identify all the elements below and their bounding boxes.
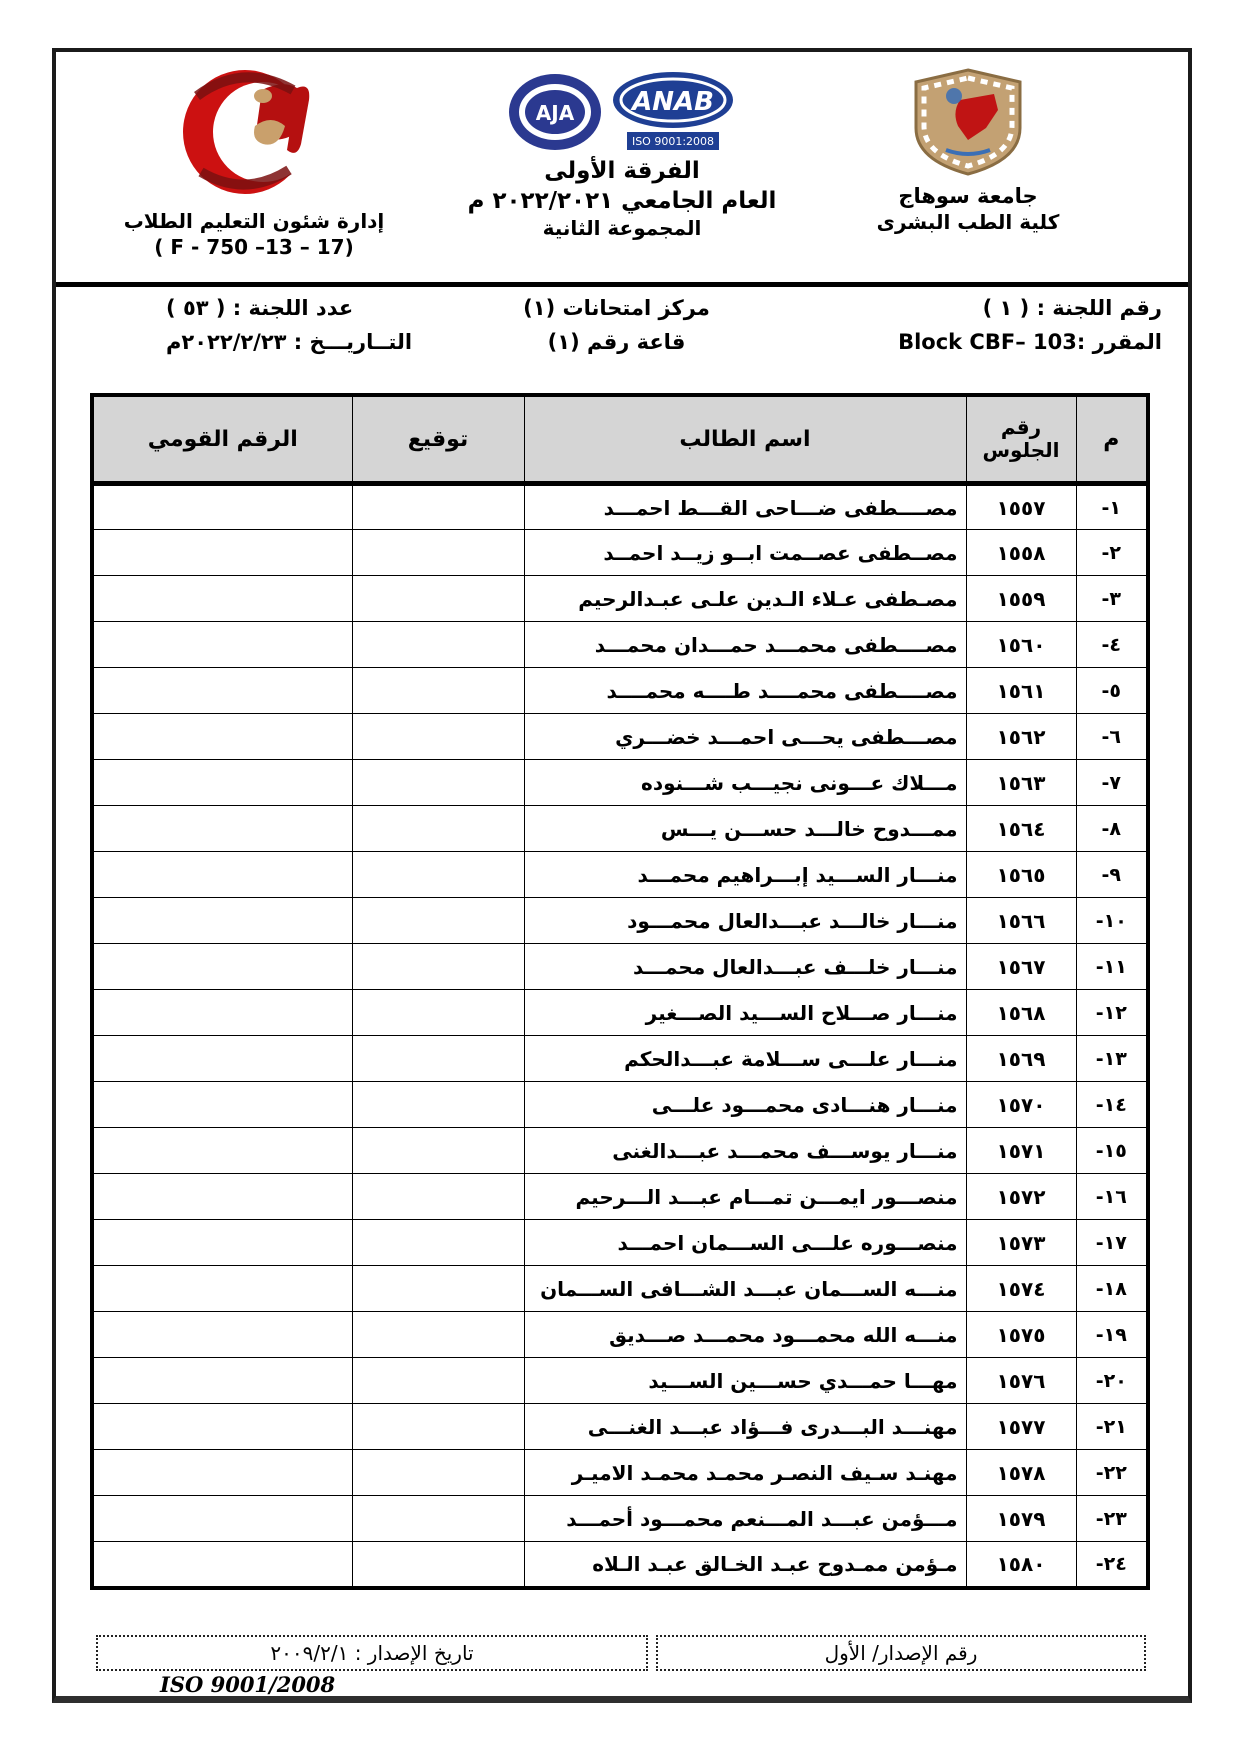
index-cell: ٣-	[1076, 576, 1148, 622]
table-row	[92, 1450, 1148, 1496]
student-name-cell: منـــار يوســـف محمـــد عبـــدالغنى	[524, 1128, 966, 1174]
student-name-cell: منصـــور ايمـــن تمـــام عبـــد الـــرحيم	[524, 1174, 966, 1220]
university-name: جامعة سوهاج	[898, 184, 1038, 208]
index-cell: ٦-	[1076, 714, 1148, 760]
group-title: المجموعة الثانية	[542, 216, 702, 240]
national-id-cell	[92, 1312, 352, 1358]
signature-cell	[352, 852, 524, 898]
seat-number-cell: ١٥٧٨	[966, 1450, 1076, 1496]
national-id-cell	[92, 760, 352, 806]
issue-date-box: تاريخ الإصدار : ٢٠٠٩/٢/١	[96, 1635, 648, 1671]
student-table-body	[92, 484, 1148, 1588]
student-name-cell: مصــــطفى محمــــد طــــه محمــــد	[524, 668, 966, 714]
seat-number-cell: ١٥٧١	[966, 1128, 1076, 1174]
table-row	[92, 484, 1148, 530]
table-row	[92, 1358, 1148, 1404]
header-divider-rule	[56, 282, 1188, 287]
seat-number-cell: ١٥٧٥	[966, 1312, 1076, 1358]
svg-text:AJA: AJA	[535, 101, 575, 125]
header-student-name: اسم الطالب	[524, 395, 966, 484]
national-id-cell	[92, 1036, 352, 1082]
table-row	[92, 1404, 1148, 1450]
student-name-cell: منـــار خالـــد عبـــدالعال محمـــود	[524, 898, 966, 944]
signature-cell	[352, 990, 524, 1036]
national-id-cell	[92, 1450, 352, 1496]
national-id-cell	[92, 852, 352, 898]
index-cell: ١١-	[1076, 944, 1148, 990]
header-signature: توقيع	[352, 395, 524, 484]
signature-cell	[352, 1450, 524, 1496]
signature-cell	[352, 1036, 524, 1082]
header-national-id: الرقم القومي	[92, 395, 352, 484]
signature-cell	[352, 806, 524, 852]
signature-cell	[352, 1404, 524, 1450]
student-name-cell: مـؤمن ممـدوح عبـد الخـالق عبـد الـلاه	[524, 1542, 966, 1588]
index-cell: ٢١-	[1076, 1404, 1148, 1450]
index-cell: ٢٢-	[1076, 1450, 1148, 1496]
national-id-cell	[92, 484, 352, 530]
signature-cell	[352, 576, 524, 622]
index-cell: ١٠-	[1076, 898, 1148, 944]
student-attendance-table	[90, 393, 1150, 1590]
header-seat-number: رقم الجلوس	[966, 395, 1076, 484]
table-row	[92, 760, 1148, 806]
index-cell: ٢٣-	[1076, 1496, 1148, 1542]
national-id-cell	[92, 714, 352, 760]
student-name-cell: منـــار صـــلاح الســـيد الصـــغير	[524, 990, 966, 1036]
national-id-cell	[92, 530, 352, 576]
form-code-label: ( F - 750 –13 – 17)	[154, 235, 354, 259]
footer-row	[96, 1635, 1146, 1671]
table-row	[92, 1220, 1148, 1266]
index-cell: ١-	[1076, 484, 1148, 530]
iso-standard-label: ISO 9001/2008	[160, 1672, 336, 1697]
seat-number-cell: ١٥٦٢	[966, 714, 1076, 760]
table-row	[92, 852, 1148, 898]
header-index: م	[1076, 395, 1148, 484]
index-cell: ٢٤-	[1076, 1542, 1148, 1588]
table-row	[92, 1036, 1148, 1082]
seat-number-cell: ١٥٥٩	[966, 576, 1076, 622]
signature-cell	[352, 1082, 524, 1128]
student-name-cell: مصــــطفى محمـــد حمـــدان محمـــد	[524, 622, 966, 668]
seat-number-cell: ١٥٧٧	[966, 1404, 1076, 1450]
student-name-cell: مصـطفى عـلاء الـدين علـى عبـدالرحيم	[524, 576, 966, 622]
student-name-cell: مهنـــد البـــدرى فـــؤاد عبـــد الغنـــى	[524, 1404, 966, 1450]
student-name-cell: منـــار هنـــادى محمـــود علـــى	[524, 1082, 966, 1128]
table-row	[92, 1128, 1148, 1174]
issue-number-box: رقم الإصدار/ الأول	[656, 1635, 1146, 1671]
seat-number-cell: ١٥٧٦	[966, 1358, 1076, 1404]
seat-number-cell: ١٥٨٠	[966, 1542, 1076, 1588]
header-right-block	[818, 66, 1118, 234]
seat-number-cell: ١٥٥٧	[966, 484, 1076, 530]
committee-number-label: رقم اللجنة : ( ١ )	[982, 296, 1162, 320]
national-id-cell	[92, 1266, 352, 1312]
seat-number-cell: ١٥٥٨	[966, 530, 1076, 576]
seat-number-cell: ١٥٧٣	[966, 1220, 1076, 1266]
certification-logos	[422, 70, 822, 152]
index-cell: ٩-	[1076, 852, 1148, 898]
svg-text:ANAB: ANAB	[632, 87, 714, 117]
national-id-cell	[92, 576, 352, 622]
national-id-cell	[92, 1128, 352, 1174]
signature-cell	[352, 760, 524, 806]
table-row	[92, 1082, 1148, 1128]
seat-number-cell: ١٥٦٠	[966, 622, 1076, 668]
faculty-crescent-logo-icon	[167, 60, 342, 205]
index-cell: ١٦-	[1076, 1174, 1148, 1220]
exam-info-grid	[70, 296, 1174, 354]
index-cell: ١٧-	[1076, 1220, 1148, 1266]
exam-date-label: التــاريـــخ : ٢٠٢٢/٢/٢٣م	[166, 330, 413, 354]
student-name-cell: مصــطفى عصــمت ابــو زيــد احمــد	[524, 530, 966, 576]
national-id-cell	[92, 1082, 352, 1128]
signature-cell	[352, 944, 524, 990]
page-border-frame	[52, 48, 1192, 1703]
course-label: المقرر :Block CBF– 103	[898, 330, 1162, 354]
committee-count-label: عدد اللجنة : ( ٥٣ )	[166, 296, 354, 320]
university-shield-logo-icon	[902, 66, 1034, 178]
faculty-name: كلية الطب البشرى	[876, 210, 1060, 234]
index-cell: ١٤-	[1076, 1082, 1148, 1128]
signature-cell	[352, 1220, 524, 1266]
student-name-cell: منـــار خلـــف عبـــدالعال محمـــد	[524, 944, 966, 990]
seat-number-cell: ١٥٦٧	[966, 944, 1076, 990]
seat-number-cell: ١٥٧٠	[966, 1082, 1076, 1128]
index-cell: ٨-	[1076, 806, 1148, 852]
table-row	[92, 944, 1148, 990]
table-row	[92, 806, 1148, 852]
national-id-cell	[92, 990, 352, 1036]
table-header-row	[92, 395, 1148, 484]
table-row	[92, 1496, 1148, 1542]
signature-cell	[352, 714, 524, 760]
table-row	[92, 1266, 1148, 1312]
table-row	[92, 530, 1148, 576]
student-name-cell: مـــلاك عـــونى نجيـــب شـــنوده	[524, 760, 966, 806]
seat-number-cell: ١٥٦٨	[966, 990, 1076, 1036]
signature-cell	[352, 622, 524, 668]
signature-cell	[352, 1266, 524, 1312]
index-cell: ١٣-	[1076, 1036, 1148, 1082]
signature-cell	[352, 1128, 524, 1174]
signature-cell	[352, 1312, 524, 1358]
signature-cell	[352, 1496, 524, 1542]
signature-cell	[352, 484, 524, 530]
national-id-cell	[92, 806, 352, 852]
student-name-cell: ممـــدوح خالـــد حســـن يـــس	[524, 806, 966, 852]
seat-number-cell: ١٥٧٩	[966, 1496, 1076, 1542]
national-id-cell	[92, 898, 352, 944]
table-row	[92, 714, 1148, 760]
index-cell: ١٢-	[1076, 990, 1148, 1036]
national-id-cell	[92, 1542, 352, 1588]
seat-number-cell: ١٥٦٣	[966, 760, 1076, 806]
academic-year-title: العام الجامعي ٢٠٢٢/٢٠٢١ م	[467, 188, 777, 214]
seat-number-cell: ١٥٦٦	[966, 898, 1076, 944]
index-cell: ١٨-	[1076, 1266, 1148, 1312]
aja-logo-icon	[507, 72, 603, 152]
hall-number-label: قاعة رقم (١)	[547, 330, 686, 354]
student-name-cell: مصــــطفى ضـــاحى القـــط احمـــد	[524, 484, 966, 530]
table-row	[92, 622, 1148, 668]
signature-cell	[352, 1174, 524, 1220]
svg-text:ISO 9001:2008: ISO 9001:2008	[631, 135, 715, 148]
seat-number-cell: ١٥٦٩	[966, 1036, 1076, 1082]
student-name-cell: مـــؤمن عبـــد المـــنعم محمـــود أحمـــد	[524, 1496, 966, 1542]
national-id-cell	[92, 1404, 352, 1450]
signature-cell	[352, 530, 524, 576]
index-cell: ٢-	[1076, 530, 1148, 576]
index-cell: ٢٠-	[1076, 1358, 1148, 1404]
student-name-cell: مهنـد سـيف النصـر محمـد محمـد الاميـر	[524, 1450, 966, 1496]
signature-cell	[352, 668, 524, 714]
table-row	[92, 898, 1148, 944]
student-name-cell: منـــه الله محمـــود محمـــد صـــديق	[524, 1312, 966, 1358]
national-id-cell	[92, 1358, 352, 1404]
student-name-cell: مصـــطفى يحـــى احمـــد خضـــري	[524, 714, 966, 760]
table-row	[92, 576, 1148, 622]
signature-cell	[352, 898, 524, 944]
seat-number-cell: ١٥٦٥	[966, 852, 1076, 898]
index-cell: ١٥-	[1076, 1128, 1148, 1174]
signature-cell	[352, 1542, 524, 1588]
header-center-block	[422, 70, 822, 240]
table-row	[92, 1542, 1148, 1588]
national-id-cell	[92, 1220, 352, 1266]
table-row	[92, 1174, 1148, 1220]
student-name-cell: منـــه الســـمان عبـــد الشـــافى الســـمان	[524, 1266, 966, 1312]
admin-department-label: إدارة شئون التعليم الطلاب	[123, 209, 385, 233]
national-id-cell	[92, 1174, 352, 1220]
index-cell: ١٩-	[1076, 1312, 1148, 1358]
national-id-cell	[92, 668, 352, 714]
index-cell: ٤-	[1076, 622, 1148, 668]
exam-center-label: مركز امتحانات (١)	[523, 296, 710, 320]
student-name-cell: منـــار الســـيد إبـــراهيم محمـــد	[524, 852, 966, 898]
national-id-cell	[92, 1496, 352, 1542]
table-row	[92, 990, 1148, 1036]
table-row	[92, 1312, 1148, 1358]
student-name-cell: مهـــا حمـــدي حســـين الســـيد	[524, 1358, 966, 1404]
national-id-cell	[92, 944, 352, 990]
index-cell: ٧-	[1076, 760, 1148, 806]
seat-number-cell: ١٥٦٤	[966, 806, 1076, 852]
seat-number-cell: ١٥٧٢	[966, 1174, 1076, 1220]
table-row	[92, 668, 1148, 714]
student-name-cell: منـــار علـــى ســـلامة عبـــدالحكم	[524, 1036, 966, 1082]
student-name-cell: منصـــوره علـــى الســـمان احمـــد	[524, 1220, 966, 1266]
seat-number-cell: ١٥٧٤	[966, 1266, 1076, 1312]
grade-title: الفرقة الأولى	[544, 158, 700, 184]
signature-cell	[352, 1358, 524, 1404]
header-left-block	[84, 60, 424, 259]
seat-number-cell: ١٥٦١	[966, 668, 1076, 714]
anab-logo-icon	[609, 70, 737, 152]
national-id-cell	[92, 622, 352, 668]
index-cell: ٥-	[1076, 668, 1148, 714]
